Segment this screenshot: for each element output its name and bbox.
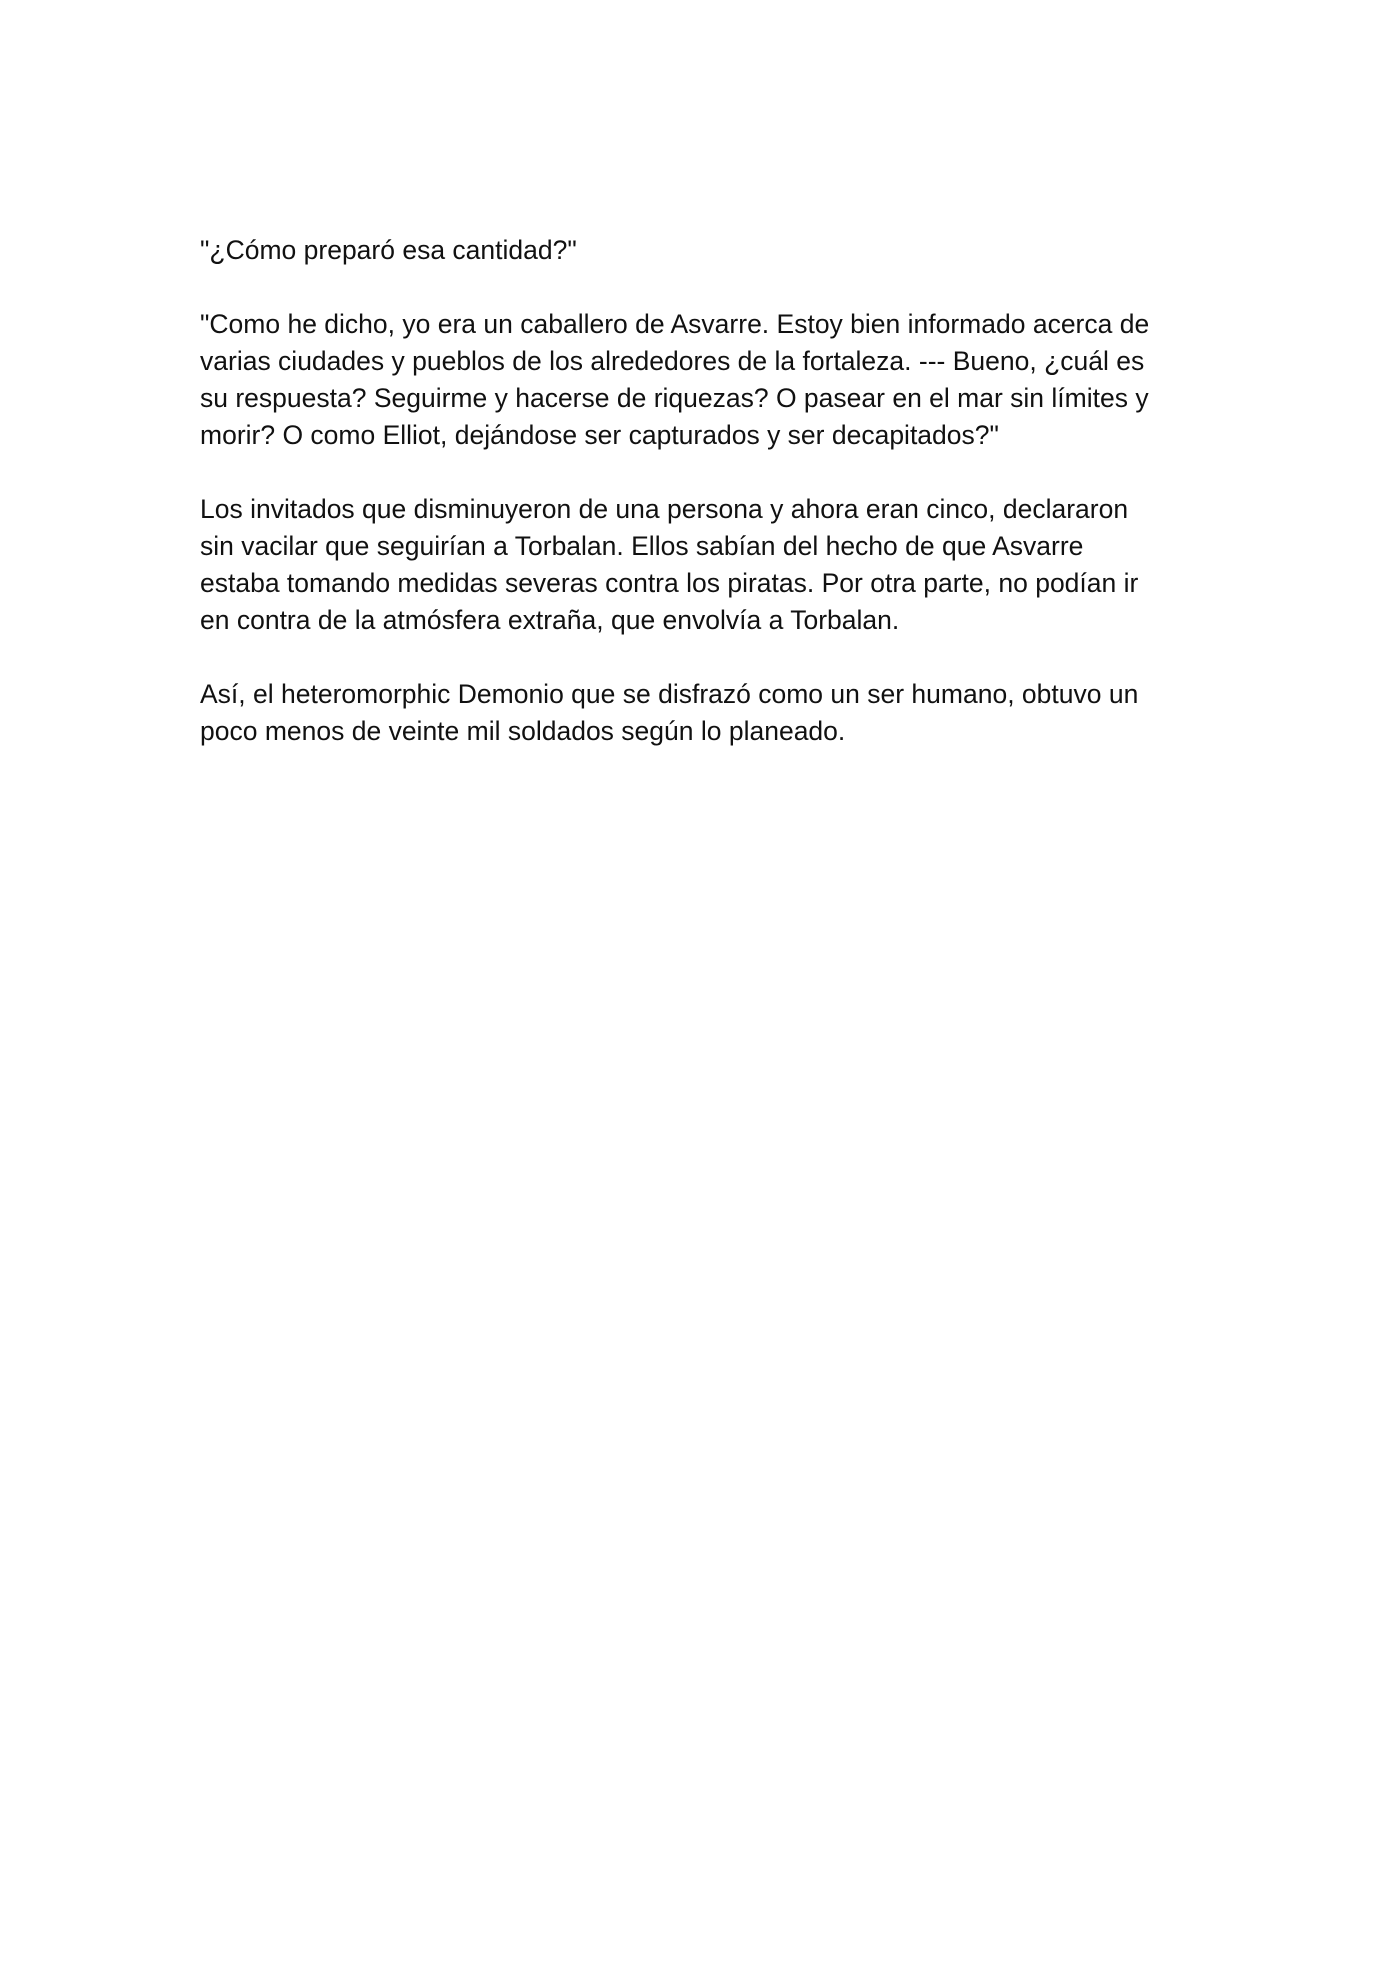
text-line: morir? O como Elliot, dejándose ser capturados y ser decapitados?"	[200, 420, 999, 450]
text-line: Los invitados que disminuyeron de una persona y ahora eran cinco, declararon	[200, 494, 1129, 524]
text-line: poco menos de veinte mil soldados según lo planeado.	[200, 716, 846, 746]
text-line: estaba tomando medidas severas contra los piratas. Por otra parte, no podían ir	[200, 568, 1139, 598]
paragraph-4	[200, 676, 1210, 750]
text-line: sin vacilar que seguirían a Torbalan. Ellos sabían del hecho de que Asvarre	[200, 531, 1084, 561]
text-line: en contra de la atmósfera extraña, que envolvía a Torbalan.	[200, 605, 900, 635]
paragraph-3	[200, 491, 1210, 639]
text-line: Así, el heteromorphic Demonio que se disfrazó como un ser humano, obtuvo un	[200, 679, 1139, 709]
text-line: "Como he dicho, yo era un caballero de Asvarre. Estoy bien informado acerca de	[200, 309, 1150, 339]
paragraph-2	[200, 306, 1210, 454]
text-line: su respuesta? Seguirme y hacerse de riquezas? O pasear en el mar sin límites y	[200, 383, 1149, 413]
text-line: "¿Cómo preparó esa cantidad?"	[200, 235, 577, 265]
paragraph-1	[200, 232, 1210, 269]
document-body	[200, 232, 1210, 787]
text-line: varias ciudades y pueblos de los alrededores de la fortaleza. --- Bueno, ¿cuál es	[200, 346, 1145, 376]
